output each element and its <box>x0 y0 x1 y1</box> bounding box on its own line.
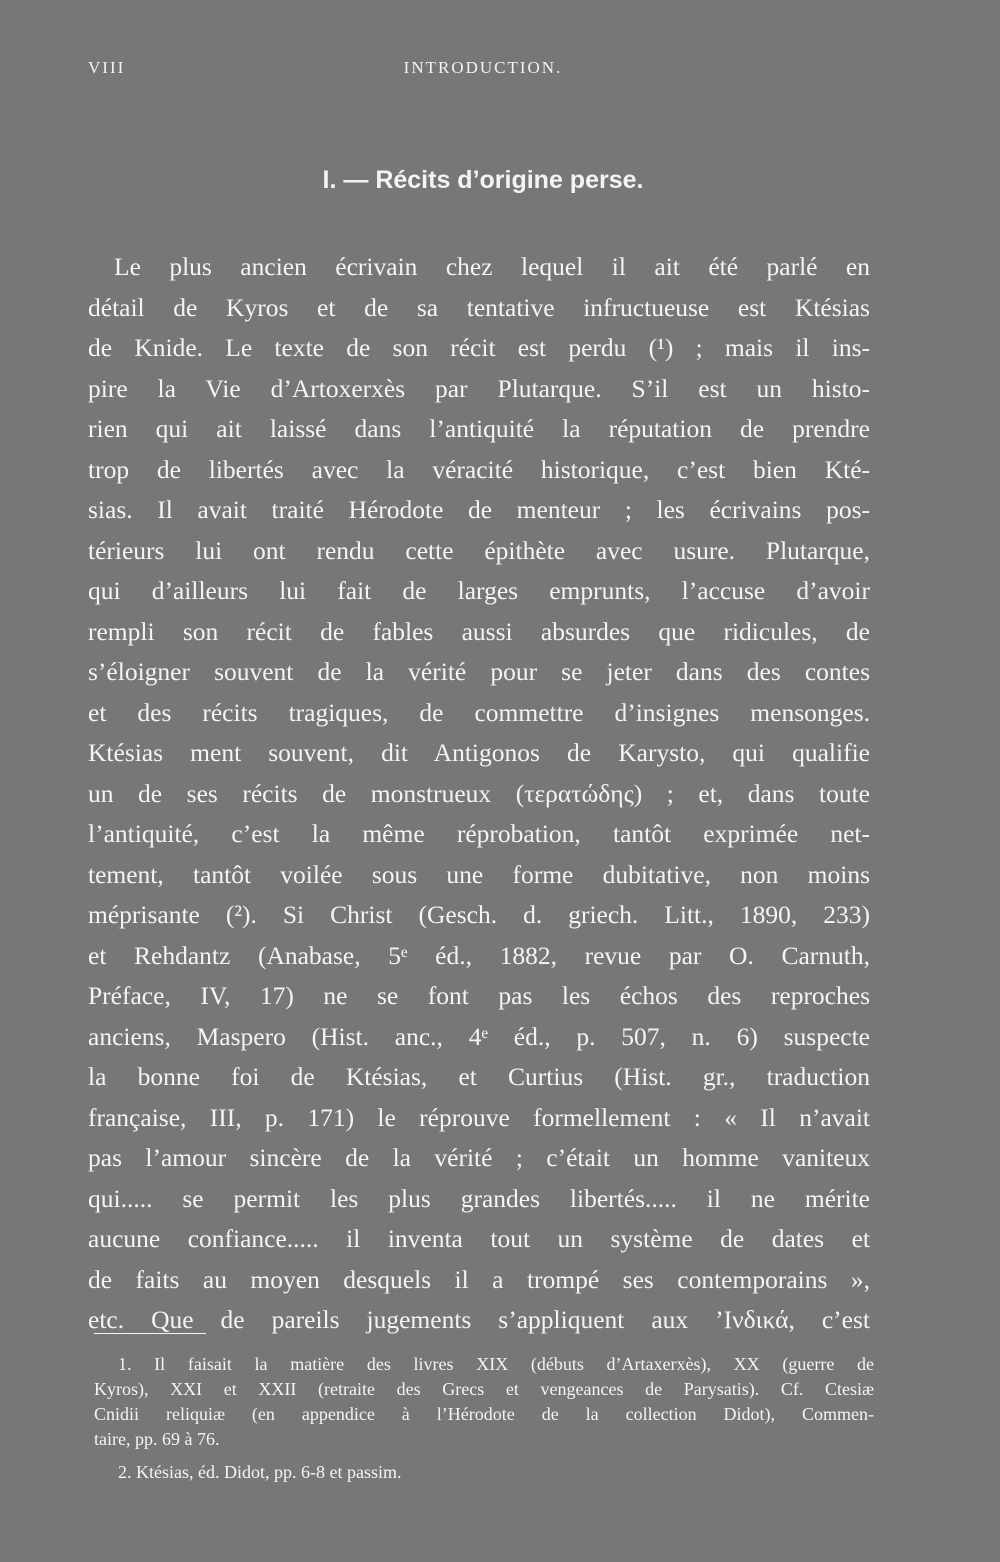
body-line: de Knide. Le texte de son récit est perdu (¹) ; mais il ins- <box>88 333 870 362</box>
page-number: VIII <box>88 58 126 77</box>
body-line: sias. Il avait traité Hérodote de menteur ; les écrivains pos- <box>88 495 870 524</box>
body-line: rien qui ait laissé dans l’antiquité la réputation de prendre <box>88 414 870 443</box>
body-line: détail de Kyros et de sa tentative infructueuse est Ktésias <box>88 292 870 322</box>
footnote-separator <box>94 1333 206 1334</box>
body-line: térieurs lui ont rendu cette épithète avec usure. Plutarque, <box>88 535 870 565</box>
body-line: rempli son récit de fables aussi absurdes que ridicules, de <box>88 616 870 646</box>
body-line: aucune confiance..... il inventa tout un système de dates et <box>88 1224 870 1253</box>
body-line: un de ses récits de monstrueux (τερατώδης) ; et, dans toute <box>88 778 870 808</box>
body-line: et des récits tragiques, de commettre d’insignes mensonges. <box>88 697 870 727</box>
body-line: etc. Que de pareils jugements s’appliquent aux ’Ινδικά, c’est <box>88 1305 870 1334</box>
body-line: Ktésias ment souvent, dit Antigonos de Karysto, qui qualifie <box>88 738 870 767</box>
body-line: la bonne foi de Ktésias, et Curtius (Hist. gr., traduction <box>88 1062 870 1091</box>
body-line: l’antiquité, c’est la même réprobation, tantôt exprimée net- <box>88 819 870 848</box>
running-head <box>88 58 878 86</box>
body-line: de faits au moyen desquels il a trompé ses contemporains », <box>88 1264 870 1294</box>
footnote-1-line: 1. Il faisait la matière des livres XIX (débuts d’Artaxerxès), XX (guerre de <box>118 1354 874 1374</box>
body-paragraph <box>88 247 870 1341</box>
footnote-1-line: Cnidii reliquiæ (en appendice à l’Hérodote de la collection Didot), Commen- <box>94 1404 874 1424</box>
section-heading: I. — Récits d’origine perse. <box>322 166 644 194</box>
body-line: Préface, IV, 17) ne se font pas les échos des reproches <box>88 981 870 1010</box>
body-line: trop de libertés avec la véracité historique, c’est bien Kté- <box>88 454 870 484</box>
body-line: tement, tantôt voilée sous une forme dubitative, non moins <box>88 859 870 889</box>
body-line: et Rehdantz (Anabase, 5ᵉ éd., 1882, revue par O. Carnuth, <box>88 940 870 970</box>
body-line: Le plus ancien écrivain chez lequel il ait été parlé en <box>114 252 870 281</box>
body-line: qui d’ailleurs lui fait de larges emprunts, l’accuse d’avoir <box>88 576 870 605</box>
footnote-1-line: taire, pp. 69 à 76. <box>94 1429 220 1449</box>
body-line: qui..... se permit les plus grandes libertés..... il ne mérite <box>88 1183 870 1213</box>
footnote-2: 2. Ktésias, éd. Didot, pp. 6-8 et passim. <box>118 1462 402 1482</box>
running-title: INTRODUCTION. <box>403 58 563 77</box>
body-line: pas l’amour sincère de la vérité ; c’était un homme vaniteux <box>88 1143 870 1172</box>
body-line: française, III, p. 171) le réprouve formellement : « Il n’avait <box>88 1102 870 1132</box>
footnotes <box>94 1352 874 1485</box>
body-line: anciens, Maspero (Hist. anc., 4ᵉ éd., p. 507, n. 6) suspecte <box>88 1021 870 1051</box>
body-line: pire la Vie d’Artoxerxès par Plutarque. S’il est un histo- <box>88 373 870 403</box>
footnote-1-line: Kyros), XXI et XXII (retraite des Grecs et vengeances de Parysatis). Cf. Ctesiæ <box>94 1379 874 1399</box>
body-line: méprisante (²). Si Christ (Gesch. d. griech. Litt., 1890, 233) <box>88 900 870 929</box>
body-line: s’éloigner souvent de la vérité pour se jeter dans des contes <box>88 657 870 686</box>
